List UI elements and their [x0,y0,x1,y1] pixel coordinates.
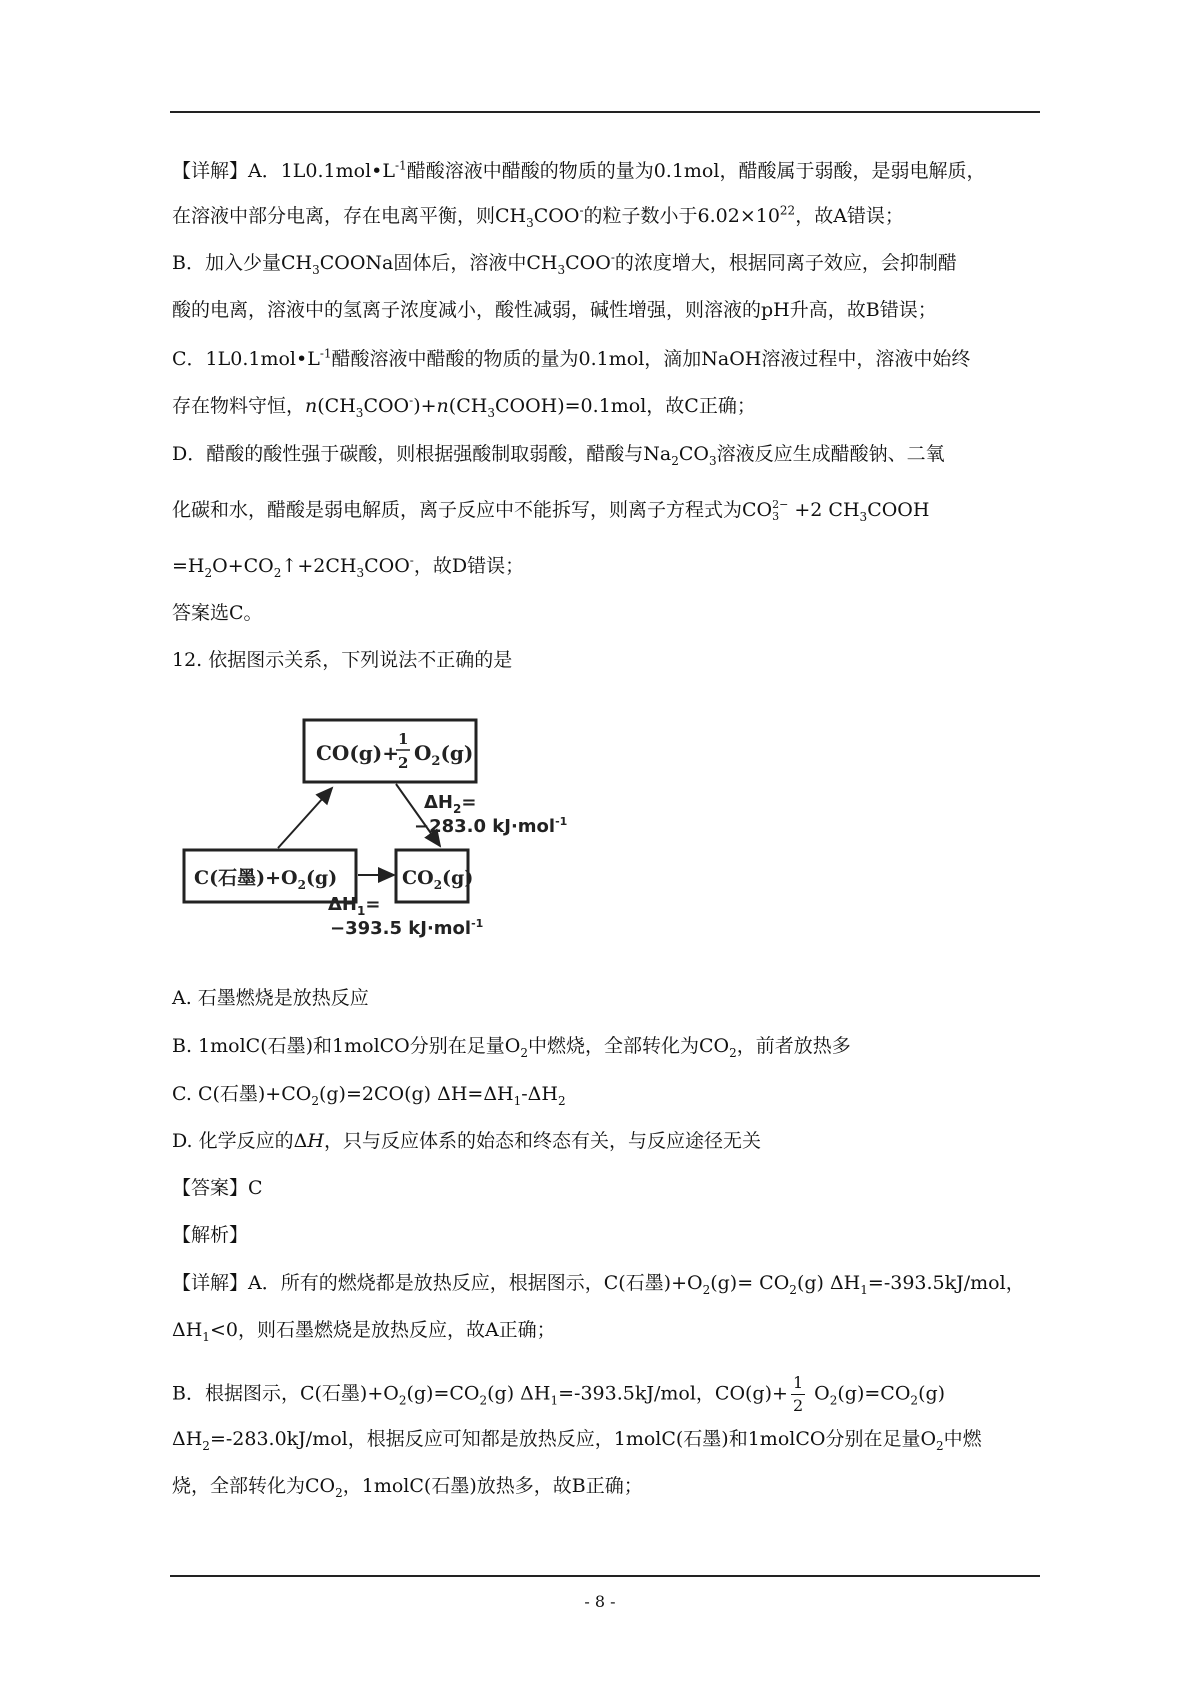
para1-line7: D．醋酸的酸性强于碳酸，则根据强酸制取弱酸，醋酸与$Na_2CO_3$溶液反应生成醋酸钠、二氧 [172,443,945,468]
para2-line4: $\Delta H_2=-283.0kJ$/mol，根据反应可知都是放热反应，1molC(石墨)和1molCO分别在足量$O_2$中燃 [172,1428,982,1453]
svg-text:1: 1 [398,730,409,748]
para1-line3: B．加入少量$CH_3COONa$固体后，溶液中$CH_3COO^-$的浓度增大，根据同离子效应，会抑制醋 [172,250,957,277]
svg-text:2: 2 [398,754,409,772]
svg-text:C(石墨)+O2(g): C(石墨)$+O_2(g)$ [194,867,338,892]
option-a: A. 石墨燃烧是放热反应 [172,987,369,1009]
footer-rule [170,1575,1040,1577]
para1-line1: 【详解】A．$1L0.1mol•L^{-1}$醋酸溶液中醋酸的物质的量为0.1mol，醋酸属于弱酸，是弱电解质， [172,158,986,182]
para1-line4: 酸的电离，溶液中的氢离子浓度减小，酸性减弱，碱性增强，则溶液的pH升高，故B错误； [172,299,937,321]
svg-text:ΔH1=: $\Delta H_1=$ [328,894,381,918]
page-number: - 8 - [584,1592,616,1611]
para2-line1: 【详解】A．所有的燃烧都是放热反应，根据图示，C(石墨)$+O_2(g)= CO_2(g)$ $\Delta H_1=-393.5kJ$/mol， [172,1272,1025,1297]
para1-line8: 化碳和水，醋酸是弱电解质，离子反应中不能拆写，则离子方程式为CO 2− 3 +2 $CH_3COOH$ [172,498,930,524]
answer: 【答案】C [172,1177,263,1199]
arrow-up [278,788,332,848]
svg-text:−393.5 kJ·mol-1: −393.5 kJ·mol$^{-1}$ [330,917,484,939]
para1-line6: 存在物料守恒，$n(CH_3COO^-)+n(CH_3COOH)=0.1mol$，故C正确； [172,393,756,420]
fraction-half: $\frac{1}{2}$ [792,1373,804,1415]
header-rule [170,111,1040,113]
para1-line9: $=H_2O+CO_2↑+2CH_3COO^-$，故D错误； [172,553,525,580]
svg-text:−283.0 kJ·mol-1: −283.0 kJ·mol$^{-1}$ [414,815,568,837]
option-c: C. C(石墨)$+CO_2(g)=2CO(g)$ $\Delta H=\Delta H_1-\Delta H_2$ [172,1083,566,1108]
para1-line2: 在溶液中部分电离，存在电离平衡，则$CH_3COO^-$的粒子数小于$6.02\times 10^{22}$，故A错误； [172,203,904,230]
para1-line10: 答案选C。 [172,602,263,624]
analysis-title: 【解析】 [172,1224,249,1246]
para2-line2: $\Delta H_1<0$，则石墨燃烧是放热反应，故A正确； [172,1319,556,1344]
option-d: D. 化学反应的ΔH，只与反应体系的始态和终态有关，与反应途径无关 [172,1130,761,1152]
para2-line5: 烧，全部转化为$CO_2$，1molC(石墨)放热多，故B正确； [172,1475,643,1500]
para2-line3: B．根据图示，C(石墨)$+O_2(g)=CO_2(g)$ $\Delta H_1=-393.5kJ$/mol，CO(g)+ $\frac{1}{2}$ $O_2(g)=CO_2(g)$ [172,1373,946,1415]
svg-text:O2(g): $O_2(g)$ [414,741,474,769]
thermochemistry-diagram [180,700,630,950]
svg-text:CO(g)+: CO(g)+ [316,741,400,765]
svg-text:ΔH2=: $\Delta H_2=$ [424,792,477,816]
para1-line5: C．$1L0.1mol•L^{-1}$醋酸溶液中醋酸的物质的量为0.1mol，滴加NaOH溶液过程中，溶液中始终 [172,346,971,370]
question-12: 12. 依据图示关系，下列说法不正确的是 [172,649,513,671]
option-b: B. 1molC(石墨)和1molCO分别在足量$O_2$中燃烧，全部转化为$CO_2$，前者放热多 [172,1035,851,1060]
svg-text:CO2(g): $CO_2(g)$ [402,867,474,892]
